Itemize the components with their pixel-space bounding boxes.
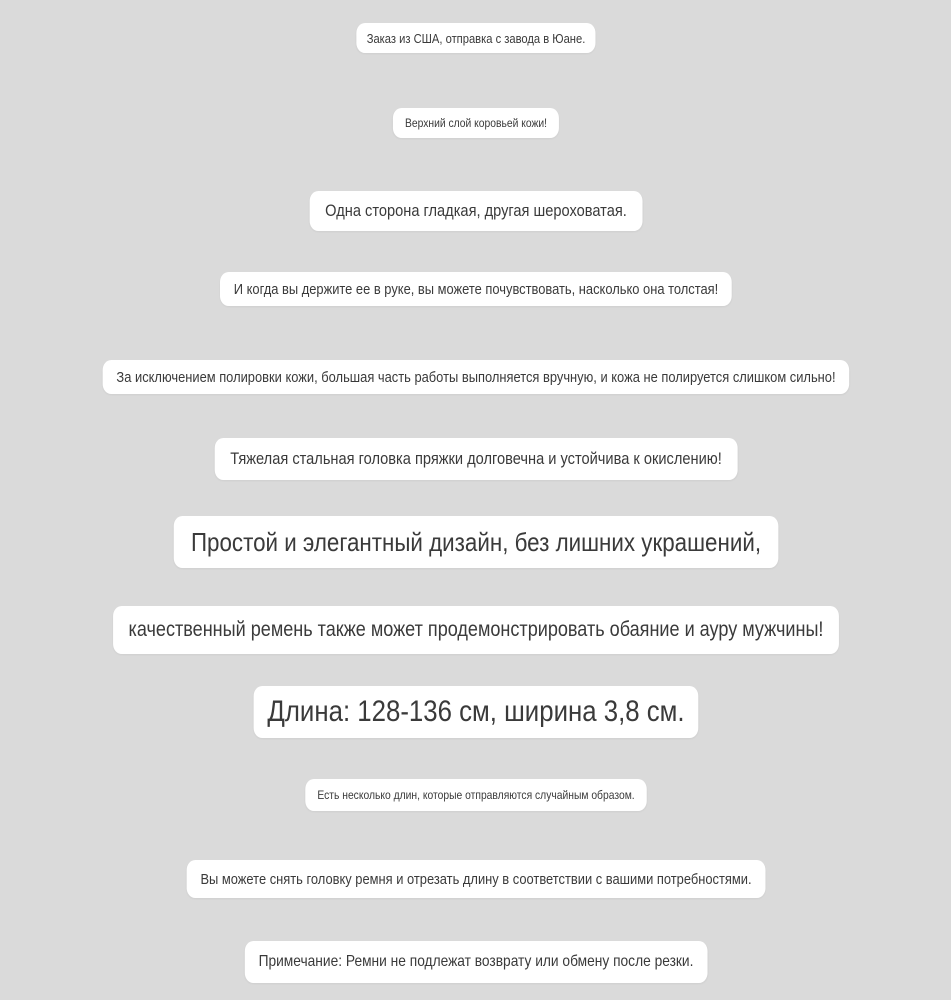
- text-card-handmade: [102, 360, 849, 394]
- text-card-surface: [309, 191, 642, 231]
- text-line: Есть несколько длин, которые отправляются случайным образом.: [316, 788, 635, 802]
- text-card-dimensions: [253, 686, 698, 738]
- text-card-leather-layer: [392, 108, 558, 138]
- text-card-design: [173, 516, 777, 568]
- text-card-note: [244, 941, 706, 983]
- text-line: Заказ из США, отправка с завода в Юане.: [366, 30, 585, 46]
- text-line: Длина: 128-136 см, ширина 3,8 см.: [266, 695, 685, 728]
- text-card-order-origin: [356, 23, 595, 53]
- text-line: Одна сторона гладкая, другая шероховатая.: [324, 201, 627, 220]
- text-line: Вы можете снять головку ремня и отрезать длину в соответствии с вашими потребностями.: [199, 870, 752, 888]
- text-line: Тяжелая стальная головка пряжки долговечна и устойчива к окислению!: [229, 449, 722, 468]
- text-line: Верхний слой коровьей кожи!: [404, 116, 547, 130]
- text-card-thickness: [220, 272, 732, 306]
- text-line: Примечание: Ремни не подлежат возврату или обмену после резки.: [258, 953, 693, 970]
- text-line: Простой и элегантный дизайн, без лишних украшений,: [190, 526, 761, 557]
- text-card-charm: [113, 606, 839, 654]
- text-card-buckle: [214, 438, 737, 480]
- text-card-random-length: [305, 779, 646, 811]
- text-card-cut-length: [186, 860, 765, 898]
- text-line: И когда вы держите ее в руке, вы можете почувствовать, насколько она толстая!: [233, 280, 718, 298]
- text-line: За исключением полировки кожи, большая часть работы выполняется вручную, и кожа не полируется слишком сильно!: [115, 368, 836, 386]
- text-line: качественный ремень также может продемонстрировать обаяние и ауру мужчины!: [128, 618, 823, 641]
